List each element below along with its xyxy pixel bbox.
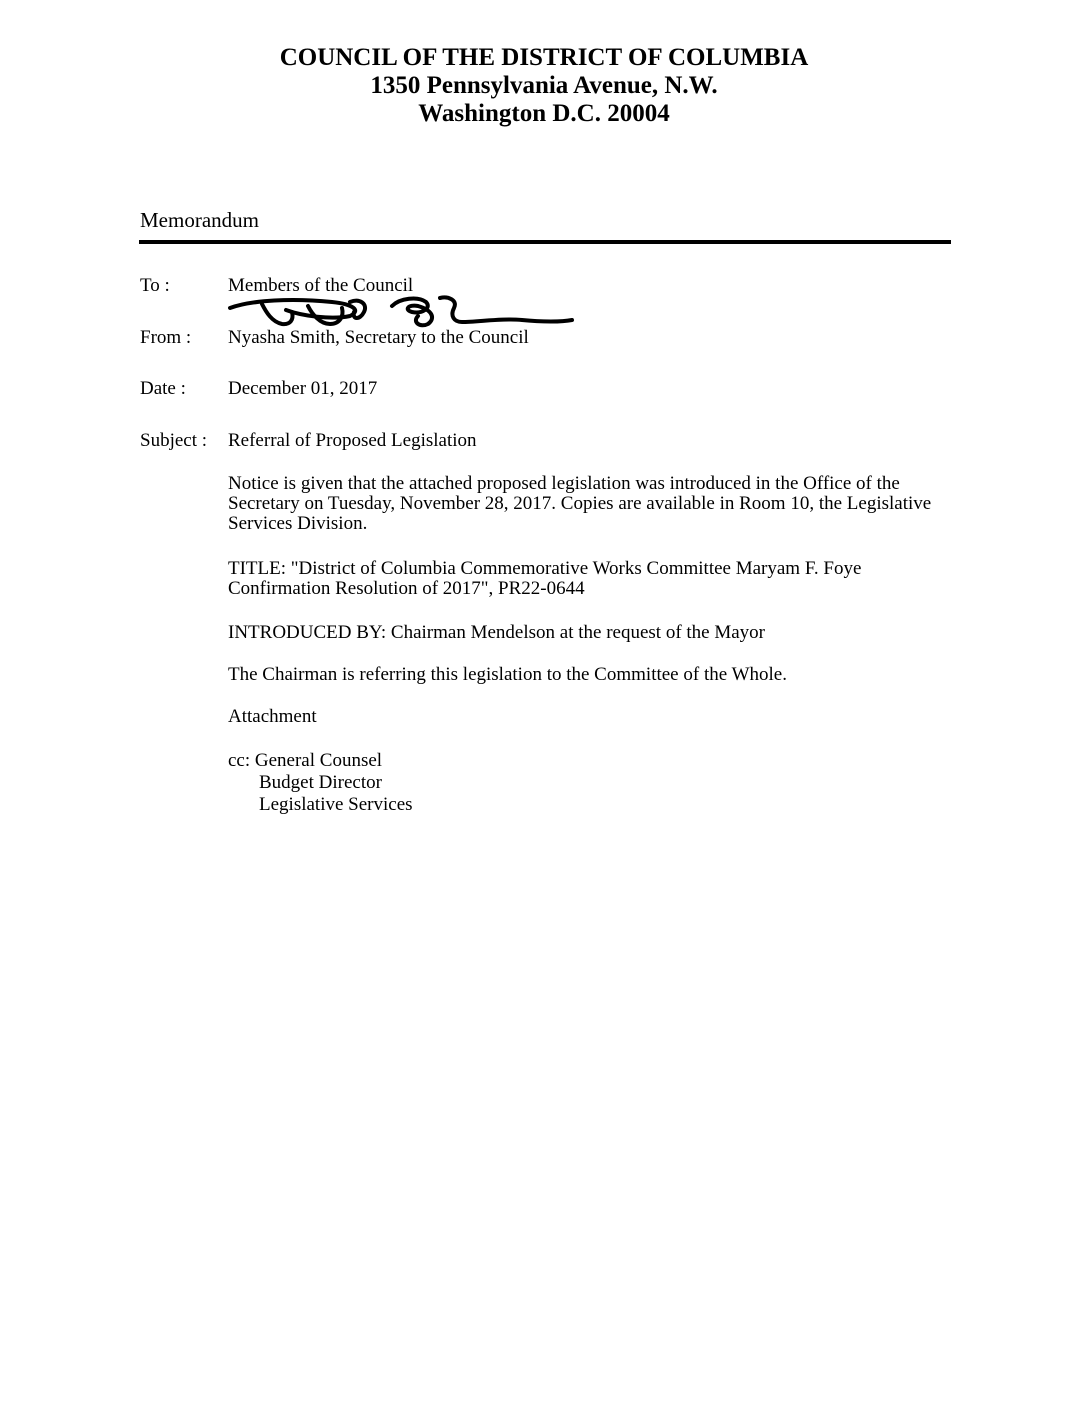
introduced-by-paragraph <box>228 623 953 643</box>
to-label: To : <box>140 275 170 296</box>
subject-label: Subject : <box>140 430 208 451</box>
to-value: Members of the Council <box>228 275 414 296</box>
title-paragraph <box>228 559 953 599</box>
memo-title: Memorandum <box>140 208 259 232</box>
memo-divider <box>139 240 951 244</box>
letterhead <box>0 44 1088 128</box>
attachment-text: Attachment <box>228 706 317 727</box>
from-value: Nyasha Smith, Secretary to the Council <box>228 327 529 348</box>
letterhead-street-address: 1350 Pennsylvania Avenue, N.W. <box>370 72 718 99</box>
letterhead-org-name: COUNCIL OF THE DISTRICT OF COLUMBIA <box>279 44 809 71</box>
cc-list <box>228 750 413 816</box>
referral-paragraph <box>228 665 953 685</box>
cc-first-line: cc: General Counsel <box>228 750 383 771</box>
date-value: December 01, 2017 <box>228 378 378 399</box>
subject-value: Referral of Proposed Legislation <box>228 430 477 451</box>
cc-item-legislative-services: Legislative Services <box>259 794 413 815</box>
attachment-paragraph <box>228 707 953 727</box>
date-label: Date : <box>140 378 186 399</box>
letterhead-city-address: Washington D.C. 20004 <box>418 100 670 127</box>
notice-text: Notice is given that the attached proposed legislation was introduced in the Office of the Secretary on Tuesday, November 28, 2017. Copies are available in Room 10, the Legislative Services Division. <box>228 473 932 534</box>
introduced-by-text: INTRODUCED BY: Chairman Mendelson at the request of the Mayor <box>228 622 766 643</box>
from-label: From : <box>140 327 192 348</box>
referral-text: The Chairman is referring this legislation to the Committee of the Whole. <box>228 664 787 685</box>
legislation-title-text: TITLE: "District of Columbia Commemorative Works Committee Maryam F. Foye Confirmation Resolution of 2017", PR22-0644 <box>228 558 862 599</box>
notice-paragraph <box>228 474 953 534</box>
cc-item-budget-director: Budget Director <box>259 772 382 793</box>
